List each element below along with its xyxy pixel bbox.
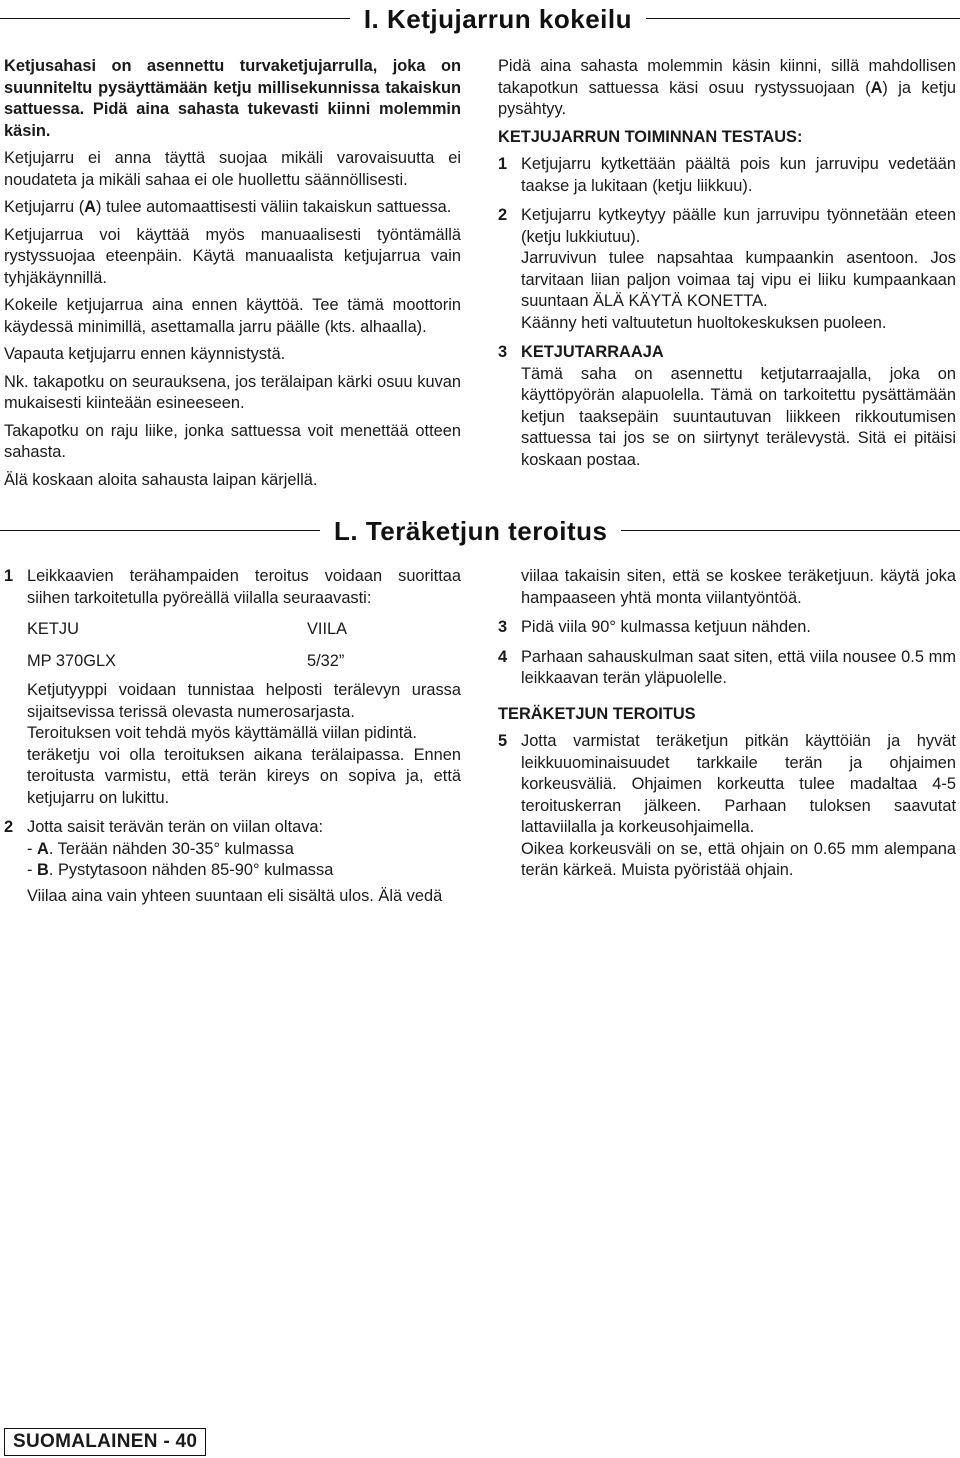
- list-item: 3 KETJUTARRAAJA Tämä saha on asennettu ketjutarraajalla, joka on käyttöpyörän alapuolella. Tämä on tarkoitettu pysättämään ketjun taaksepäin suuntautuvan liikkeen rikkoutumisen sattuessa tai jos se on siirtynyt terälevystä. Sitä ei pitäisi koskaan postaa.: [498, 343, 956, 469]
- paragraph: Ketjujarru ei anna täyttä suojaa mikäli varovaisuutta ei noudateta ja mikäli sahaa ei ole huollettu säännöllisesti.: [4, 149, 461, 189]
- paragraph-hold-saw: Pidä aina sahasta molemmin käsin kiinni, sillä mahdollisen takapotkun sattuessa käsi osuu rystyssuojaan (A) ja ketju pysähtyy.: [498, 57, 956, 118]
- table-row: MP 370GLX 5/32”: [27, 651, 345, 670]
- list-item-continued: viilaa takaisin siten, että se koskee teräketjuun. käytä joka hampaaseen yhtä monta viilantyöntöä.: [521, 567, 956, 607]
- paragraph: Ketjujarrua voi käyttää myös manuaalisesti työntämällä rystyssuojaa eteenpäin. Käytä manuaalista ketjujarrua vain tyhjäkäynnillä.: [4, 225, 461, 287]
- page-footer-label: SUOMALAINEN - 40: [4, 1428, 206, 1456]
- list-item: 4 Parhaan sahauskulman saat siten, että viila nousee 0.5 mm leikkaavan terän yläpuolelle.: [498, 647, 956, 687]
- section-l-left-column: [4, 566, 461, 915]
- section-i-left-column: [4, 56, 461, 497]
- chain-sharpening-heading: TERÄKETJUN TEROITUS: [498, 704, 696, 723]
- list-item: 2 Jotta saisit terävän terän on viilan oltava: - A. Terään nähden 30-35° kulmassa - B. Pystytasoon nähden 85-90° kulmassa Viilaa aina vain yhteen suuntaan eli sisältä ulos. Älä vedä: [4, 817, 461, 907]
- reference-a: A: [84, 198, 97, 216]
- section-i-title: I. Ketjujarrun kokeilu: [350, 4, 646, 34]
- section-l-title: L. Teräketjun teroitus: [320, 516, 621, 546]
- paragraph-brake-a: Ketjujarru (A) tulee automaattisesti väliin takaiskun sattuessa.: [4, 198, 452, 216]
- angle-b: - B. Pystytasoon nähden 85-90° kulmassa: [27, 861, 334, 879]
- list-item: 1 Leikkaavien terähampaiden teroitus voidaan suorittaa siihen tarkoitetulla pyöreällä viilalla seuraavasti: KETJU VIILA MP 370GLX 5/32” Ketjutyyppi voidaan tunnistaa helposti terälevyn urassa sijaitsevissa terissä olevasta numerosarjasta. Teroituksen voit tehdä myös käyttämällä viilan pidintä. teräketju voi olla teroituksen aikana terälaipassa. Ennen teroitusta varmistu, että terän kireys on sopiva ja, että ketjujarru on lukittu.: [4, 567, 461, 807]
- section-i-right-column: [498, 56, 956, 479]
- angle-a: - A. Terään nähden 30-35° kulmassa: [27, 839, 294, 858]
- brake-test-heading: KETJUJARRUN TOIMINNAN TESTAUS:: [498, 127, 803, 146]
- paragraph: Nk. takapotku on seurauksena, jos terälaipan kärki osuu kuvan mukaisesti kiinteään esineeseen.: [4, 372, 461, 412]
- list-item: 1 Ketjujarru kytkettään päältä pois kun jarruvipu vedetään taakse ja lukitaan (ketju liikkuu).: [498, 155, 956, 195]
- intro-warning: Ketjusahasi on asennettu turvaketjujarrulla, joka on suunniteltu pysäyttämään ketju millisekunnissa takaiskun sattuessa. Pidä aina sahasta tukevasti kiinni molemmin käsin.: [4, 57, 461, 140]
- paragraph: Takapotku on raju liike, jonka sattuessa voit menettää otteen sahasta.: [4, 421, 461, 461]
- list-item: 2 Ketjujarru kytkeytyy päälle kun jarruvipu työnnetään eteen (ketju lukkiutuu). Jarruvivun tulee napsahtaa kumpaankin asentoon. Jos tarvitaan liian paljon voimaa taj vipu ei liiku kumpaankaan suuntaan ÄLÄ KÄYTÄ KONETTA. Käänny heti valtuutetun huoltokeskuksen puoleen.: [498, 206, 956, 332]
- paragraph: Kokeile ketjujarrua aina ennen käyttöä. Tee tämä moottorin käydessä minimillä, asettamalla jarru päälle (kts. alhaalla).: [4, 296, 461, 336]
- paragraph: Älä koskaan aloita sahausta laipan kärjellä.: [4, 470, 318, 489]
- section-l-right-column: [498, 566, 956, 890]
- paragraph: Vapauta ketjujarru ennen käynnistystä.: [4, 345, 286, 363]
- reference-a: A: [870, 78, 883, 97]
- list-item: 3 Pidä viila 90° kulmassa ketjuun nähden.: [498, 618, 811, 636]
- list-item: 5 Jotta varmistat teräketjun pitkän käyttöiän ja hyvät leikkuuominaisuudet tarkkaile terän ja ohjaimen korkeusväliä. Ohjaimen korkeutta tulee madaltaa 4-5 teroituskerran jälkeen. Parhaan tuloksen saavutat lattaviilalla ja korkeusohjaimella. Oikea korkeusväli on se, että ohjain on 0.65 mm alempana terän kärkeä. Muista pyöristää ohjain.: [498, 732, 956, 879]
- chain-catcher-title: KETJUTARRAAJA: [521, 343, 664, 361]
- table-header: KETJU VIILA: [27, 620, 348, 638]
